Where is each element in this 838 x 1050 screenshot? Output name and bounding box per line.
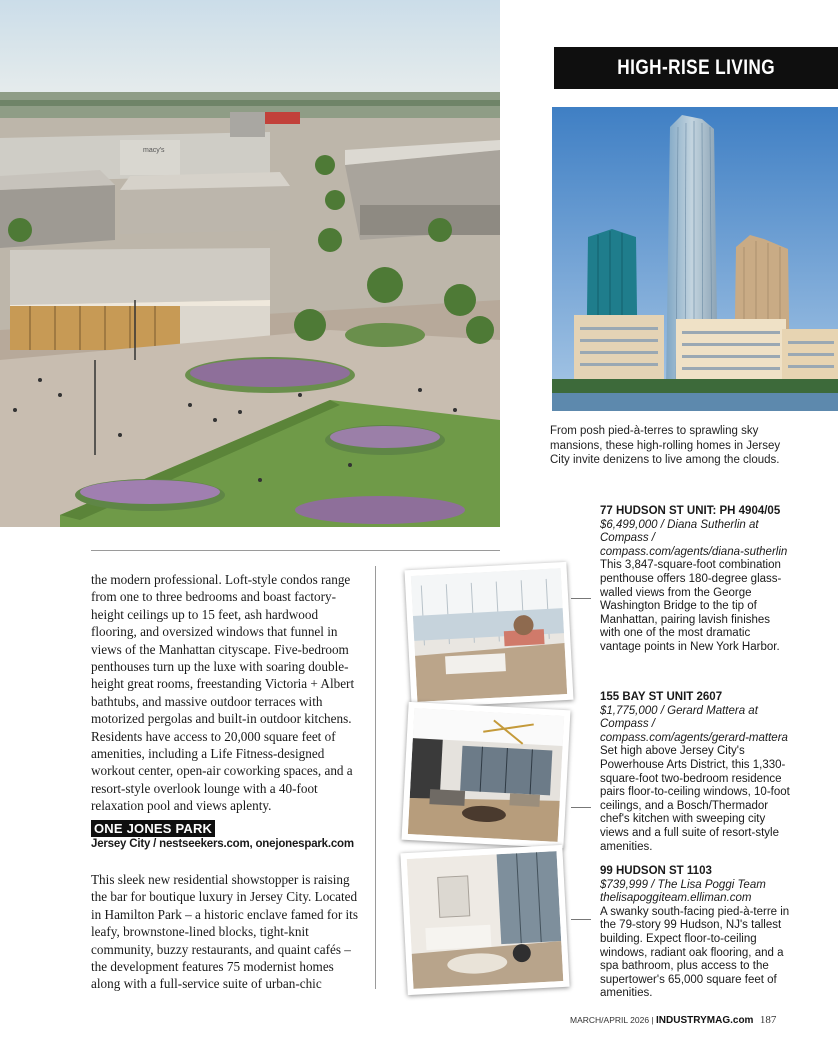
listing-price-agent: $1,775,000 / Gerard Mattera at Compass / compass.com/agents/gerard-mattera <box>600 704 788 744</box>
footer-separator: | <box>651 1015 654 1025</box>
listing-description: Set high above Jersey City's Powerhouse Arts District, this 1,330-square-foot two-bedroom residence pairs floor-to-ceiling windows, 10-foot ceilings, and a Bosch/Thermador chef's kitchen with sweeping city views and a full suite of resort-style amenities. <box>600 745 790 853</box>
skyline-caption: From posh pied-à-terres to sprawling sky mansions, these high-rolling homes in Jersey City invite denizens to live among the clouds. <box>550 425 781 466</box>
listing-title: 77 HUDSON ST UNIT: PH 4904/05 <box>600 505 781 517</box>
listing-price-agent: $739,999 / The Lisa Poggi Team thelisapoggiteam.elliman.com <box>600 878 766 905</box>
article-paragraph-1: the modern professional. Loft-style condos range from one to three bedrooms and boast factory-height ceilings up to 15 feet, ash hardwood flooring, and oversized windows that funnel in views of the Manhattan cityscape. Five-bedroom penthouses turn up the luxe with soaring double-height great rooms, freestanding Victoria + Albert bathtubs, and massive outdoor terraces with motorized pergolas and built-in outdoor kitchens. Residents have access to 20,000 square feet of amenities, including a Life Fitness-designed workout center, open-air coworking spaces, and a resort-style overlook lounge with a 40-foot relaxation pool and views aplenty. <box>91 572 355 814</box>
connector-tick <box>571 807 591 808</box>
connector-tick <box>571 598 591 599</box>
listing-photo-3 <box>400 845 569 995</box>
listing-photo-1 <box>404 562 573 708</box>
listing-2 <box>600 691 790 854</box>
page-number: 187 <box>759 1014 777 1026</box>
section-banner <box>554 47 838 89</box>
listing-3 <box>600 865 790 1001</box>
listing-description: A swanky south-facing pied-à-terre in the 79-story 99 Hudson, NJ's tallest building. Expect floor-to-ceiling windows, radiant oak flooring, and a spa bathroom, plus access to the supertower's 65,000 square feet of amenities. <box>600 905 790 1000</box>
aerial-development-image <box>0 0 500 527</box>
subhead-source: Jersey City / nestseekers.com, onejonespark.com <box>91 838 354 850</box>
section-banner-text: HIGH-RISE LIVING <box>617 56 775 79</box>
footer-issue: MARCH/APRIL 2026 <box>570 1015 650 1025</box>
page-footer <box>570 1014 776 1026</box>
skyline-photo <box>552 107 838 411</box>
listing-photo-2 <box>401 702 570 848</box>
footer-brand: INDUSTRYMAG.com <box>656 1015 754 1026</box>
subhead-one-jones-park: ONE JONES PARK <box>91 820 215 837</box>
connector-tick <box>571 919 591 920</box>
listing-title: 99 HUDSON ST 1103 <box>600 865 712 877</box>
column-divider <box>375 566 376 989</box>
article-paragraph-2: This sleek new residential showstopper is raising the bar for boutique luxury in Jersey City. Located in Hamilton Park – a historic enclave famed for its leafy, brownstone-lined blocks, tight-knit community, buzzy restaurants, and quaint cafés – the development features 75 modernist homes along with a full-service suite of urban-chic <box>91 872 358 992</box>
divider-rule <box>91 550 500 551</box>
listing-description: This 3,847-square-foot combination penthouse offers 180-degree glass-walled views from the George Washington Bridge to the tip of Manhattan, pairing lavish finishes with one of the most dramatic vantage points in New York Harbor. <box>600 559 782 653</box>
listing-title: 155 BAY ST UNIT 2607 <box>600 691 723 703</box>
listing-1 <box>600 505 790 655</box>
svg-text:macy's: macy's <box>143 147 165 154</box>
listing-price-agent: $6,499,000 / Diana Sutherlin at Compass / compass.com/agents/diana-sutherlin <box>600 518 788 558</box>
